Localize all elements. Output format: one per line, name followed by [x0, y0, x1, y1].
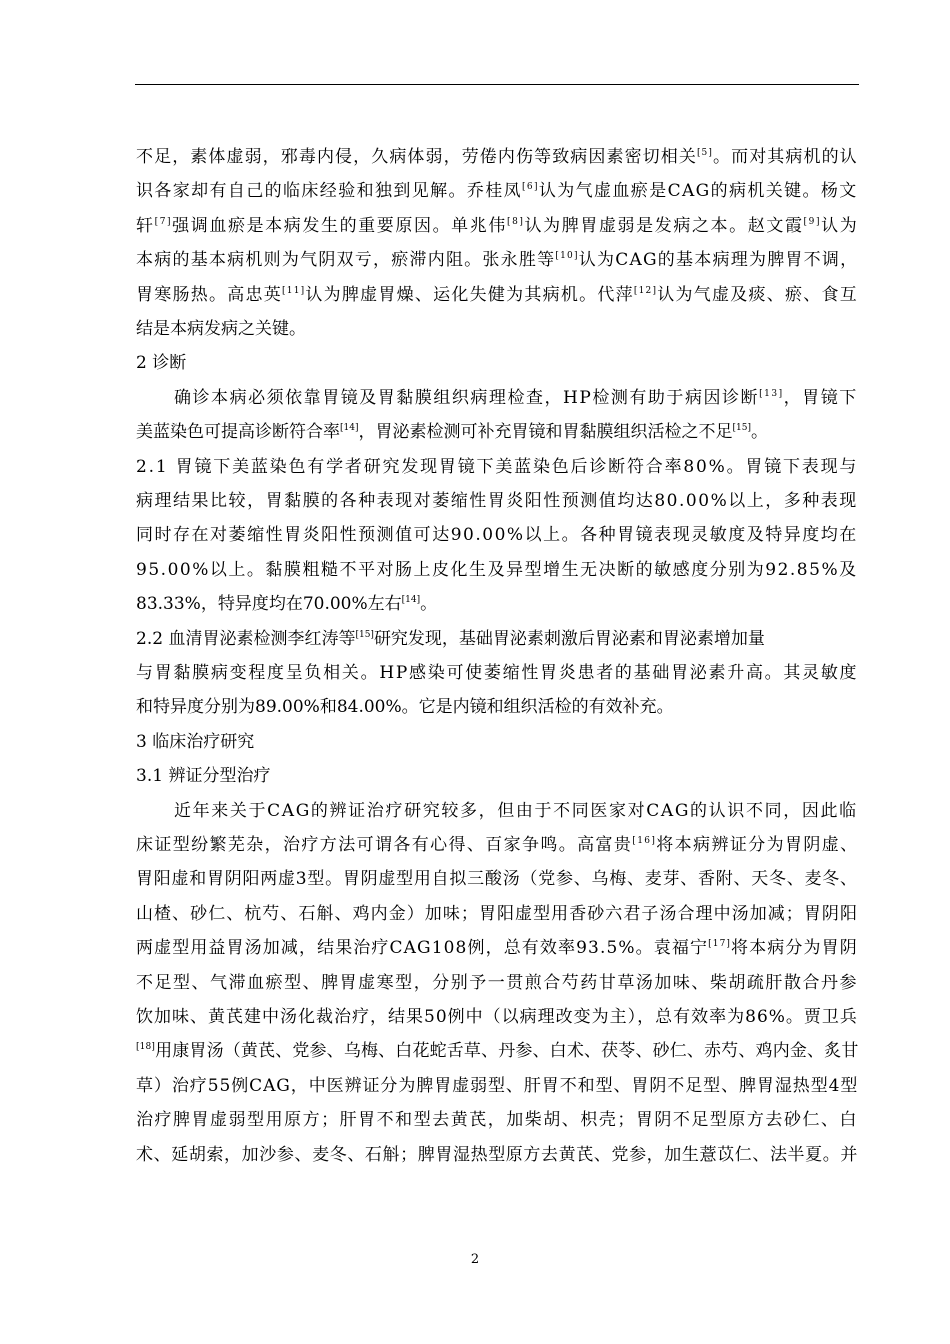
text-line: [136, 486, 858, 516]
text-segment: 治疗脾胃虚弱型用原方；肝胃不和型去黄芪，加柴胡、枳壳；胃阴不足型原方去砂仁、白: [136, 1110, 858, 1131]
citation-ref: [12]: [633, 285, 658, 296]
text-segment: 近年来关于CAG的辨证治疗研究较多，但由于不同医家对CAG的认识不同，因此临: [174, 800, 858, 821]
text-segment: 结是本病发病之关键。: [136, 319, 306, 339]
text-segment: 饮加味、黄芪建中汤化裁治疗，结果50例中（以病理改变为主），总有效率为86%。贾卫兵: [136, 1007, 858, 1027]
text-segment: 和特异度分别为89.00%和84.00%。它是内镜和组织活检的有效补充。: [136, 697, 674, 718]
text-line: [136, 176, 858, 206]
text-segment: 。而对其病机的认: [713, 147, 858, 167]
text-line: [136, 211, 858, 241]
text-line: [136, 1036, 859, 1066]
text-line: [136, 1140, 858, 1170]
text-segment: 山楂、砂仁、杭芍、石斛、鸡内金）加味；胃阳虚型用香砂六君子汤合理中汤加减；胃阴阳: [136, 903, 858, 924]
text-segment: 认为气虚血瘀是CAG的病机关键。杨文: [538, 181, 858, 202]
text-segment: 用康胃汤（黄芪、党参、乌梅、白花蛇舌草、丹参、白术、茯苓、砂仁、赤芍、鸡内金、炙甘: [155, 1041, 859, 1062]
text-line: [136, 1002, 858, 1032]
citation-ref: [16]: [632, 836, 657, 846]
text-segment: 确诊本病必须依靠胃镜及胃黏膜组织病理检查，HP检测有助于病因诊断: [174, 387, 760, 408]
text-segment: 3 临床治疗研究: [136, 731, 255, 752]
citation-ref: [7]: [154, 216, 173, 227]
text-line: [136, 727, 254, 757]
text-line: [136, 142, 858, 172]
text-segment: ，胃泌素检测可补充胃镜和胃黏膜组织活检之不足: [358, 422, 733, 443]
text-segment: 。: [420, 594, 438, 615]
text-line: [136, 761, 270, 791]
text-segment: 2.1 胃镜下美蓝染色有学者研究发现胃镜下美蓝染色后诊断符合率80%。胃镜下表现与: [136, 456, 859, 477]
text-segment: 认为脾胃虚弱是发病之本。赵文霞: [524, 215, 804, 236]
text-segment: 83.33%，特异度均在70.00%左右: [136, 594, 402, 615]
text-line: [136, 452, 858, 482]
text-line: [174, 383, 858, 413]
text-line: [136, 1071, 858, 1101]
text-segment: 同时存在对萎缩性胃炎阳性预测值可达90.00%以上。各种胃镜表现灵敏度及特异度均在: [136, 525, 858, 546]
text-segment: 草）治疗55例CAG，中医辨证分为脾胃虚弱型、肝胃不和型、胃阴不足型、脾胃湿热型4型: [136, 1075, 859, 1096]
text-line: [136, 692, 674, 722]
citation-ref: [5]: [696, 148, 713, 158]
text-line: [136, 589, 437, 619]
text-segment: 强调血瘀是本病发生的重要原因。单兆伟: [172, 215, 507, 236]
text-line: [136, 417, 768, 447]
text-segment: 两虚型用益胃汤加减，结果治疗CAG108例，总有效率93.5%。袁福宁: [136, 938, 709, 959]
text-segment: 本病的基本病机则为气阴双亏，瘀滞内阻。张永胜等: [136, 250, 556, 271]
text-segment: 术、延胡索，加沙参、麦冬、石斛；脾胃湿热型原方去黄芪、党参，加生薏苡仁、法半夏。并: [136, 1144, 858, 1165]
text-segment: 与胃黏膜病变程度呈负相关。HP感染可使萎缩性胃炎患者的基础胃泌素升高。其灵敏度: [136, 663, 859, 683]
text-line: [136, 899, 858, 929]
text-line: [136, 348, 186, 378]
text-segment: ，胃镜下: [783, 387, 858, 408]
text-segment: 研究发现，基础胃泌素刺激后胃泌素和胃泌素增加量: [373, 628, 765, 649]
citation-ref: [15]: [355, 629, 374, 640]
text-line: [136, 280, 858, 310]
text-segment: 识各家却有自己的临床经验和独到见解。乔桂凤: [136, 181, 522, 202]
text-segment: 认为气虚及痰、瘀、食互: [657, 284, 858, 305]
text-line: [136, 933, 858, 963]
page-number: 2: [470, 1252, 480, 1267]
text-line: [136, 555, 858, 585]
text-segment: 95.00%以上。黏膜粗糙不平对肠上皮化生及异型增生无决断的敏感度分别为92.85%及: [136, 559, 858, 580]
citation-ref: [14]: [340, 423, 359, 434]
text-segment: 认为CAG的基本病理为脾胃不调，: [578, 250, 859, 271]
text-segment: 认为脾虚胃燥、运化失健为其病机。代萍: [305, 284, 634, 305]
text-segment: 不足型、气滞血瘀型、脾胃虚寒型，分别予一贯煎合芍药甘草汤加味、柴胡疏肝散合丹参: [136, 972, 858, 993]
text-segment: 胃阳虚和胃阴阳两虚3型。胃阴虚型用自拟三酸汤（党参、乌梅、麦芽、香附、天冬、麦冬、: [136, 869, 858, 890]
text-line: [136, 968, 858, 998]
text-line: [136, 658, 858, 688]
citation-ref: [14]: [401, 595, 421, 606]
text-segment: 床证型纷繁芜杂，治疗方法可谓各有心得、百家争鸣。高富贵: [136, 835, 633, 855]
text-line: [136, 624, 765, 654]
citation-ref: [10]: [555, 251, 579, 262]
header-rule: [135, 84, 859, 85]
citation-ref: [18]: [136, 1042, 156, 1053]
text-segment: 2.2 血清胃泌素检测李红涛等: [136, 628, 356, 649]
citation-ref: [9]: [803, 216, 822, 227]
text-segment: 。: [750, 422, 768, 443]
text-line: [136, 864, 858, 894]
text-segment: 将本病分为胃阴: [731, 938, 858, 959]
text-segment: 轩: [136, 215, 155, 236]
citation-ref: [8]: [506, 216, 525, 227]
text-segment: 2 诊断: [136, 353, 187, 374]
text-line: [136, 830, 859, 860]
text-segment: 美蓝染色可提高诊断符合率: [136, 422, 340, 443]
citation-ref: [15]: [732, 423, 751, 434]
text-segment: 将本病辨证分为胃阴虚、: [656, 835, 859, 855]
citation-ref: [17]: [708, 939, 732, 950]
citation-ref: [11]: [281, 285, 306, 296]
text-line: [136, 314, 306, 344]
citation-ref: [6]: [522, 182, 539, 193]
text-segment: 认为: [821, 215, 859, 236]
text-line: [136, 520, 858, 550]
text-line: [136, 245, 858, 275]
text-segment: 不足，素体虚弱，邪毒内侵，久病体弱，劳倦内伤等致病因素密切相关: [136, 147, 697, 167]
text-segment: 病理结果比较，胃黏膜的各种表现对萎缩性胃炎阳性预测值均达80.00%以上，多种表现: [136, 491, 858, 511]
text-line: [174, 796, 858, 826]
text-segment: 胃寒肠热。高忠英: [136, 284, 282, 305]
text-line: [136, 1105, 858, 1135]
text-segment: 3.1 辨证分型治疗: [136, 766, 271, 787]
citation-ref: [13]: [759, 388, 784, 399]
